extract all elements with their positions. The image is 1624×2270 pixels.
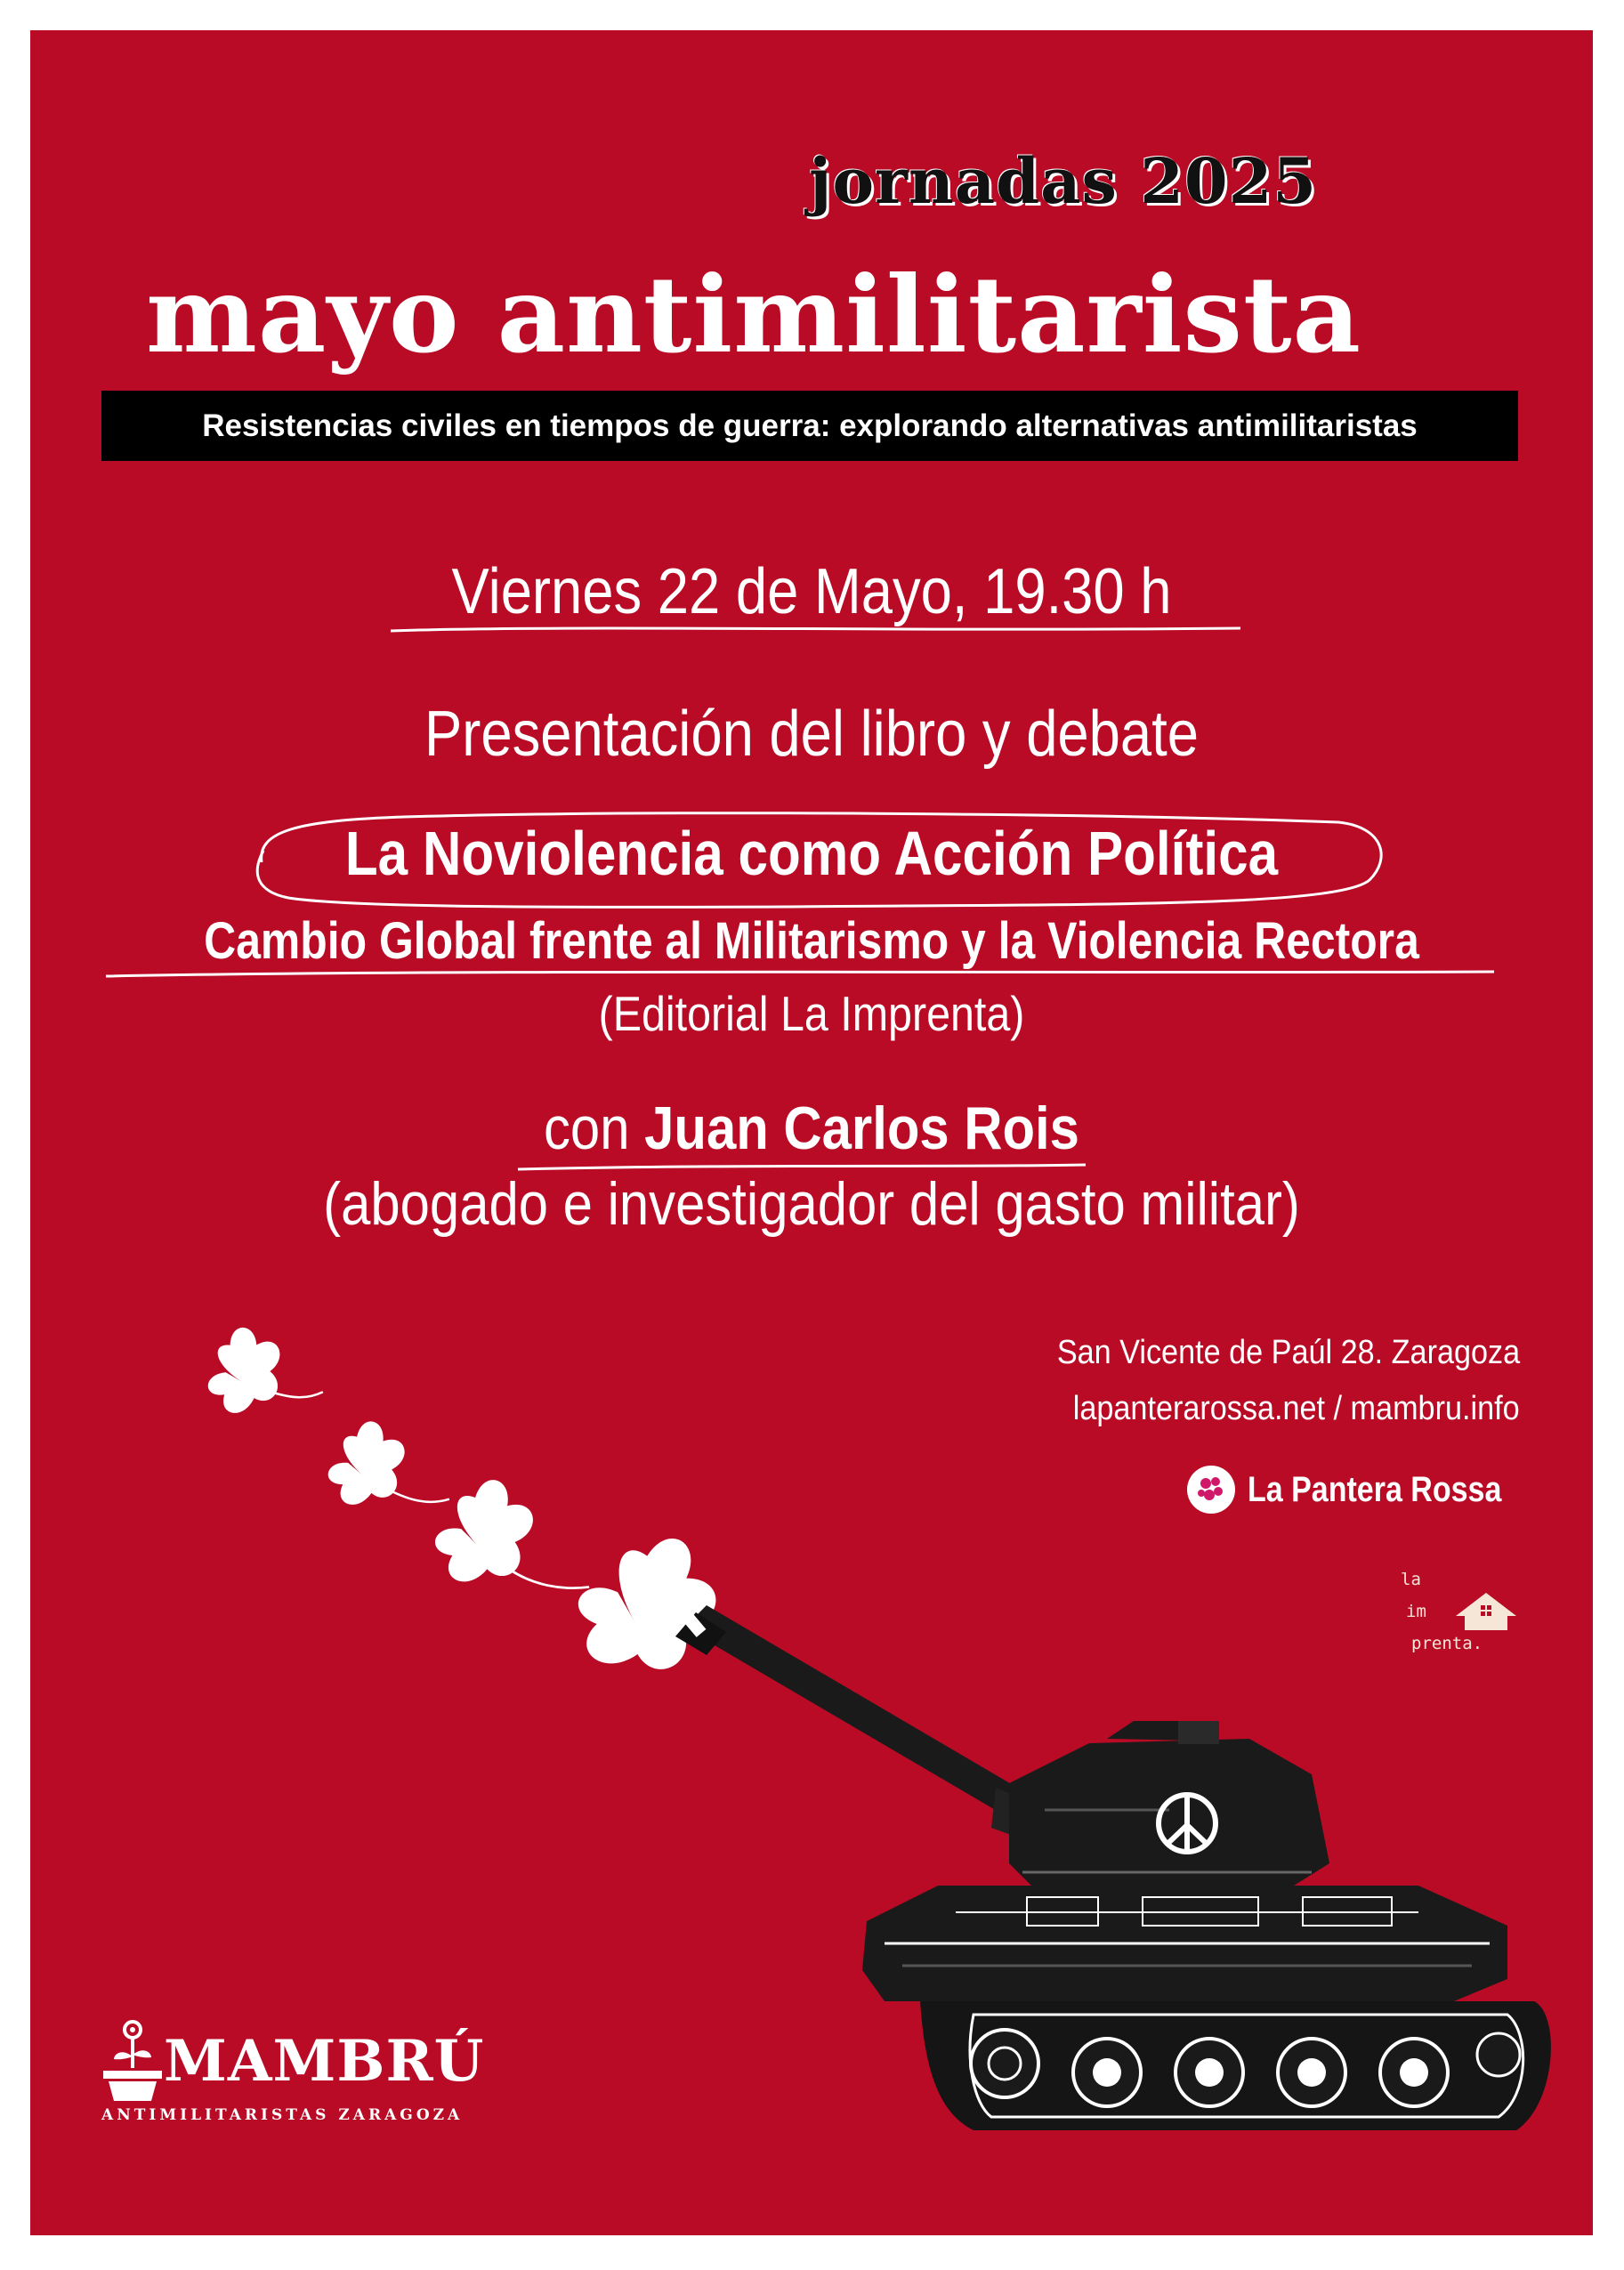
mambru-tagline: ANTIMILITARISTAS ZARAGOZA [101, 2106, 464, 2124]
jornadas-label: jornadas 2025 [809, 144, 1318, 218]
mambru-logo [101, 2019, 485, 2153]
tank-illustration [30, 30, 1593, 2235]
speaker-prefix: con [544, 1095, 630, 1162]
venue-address: San Vicente de Paúl 28. Zaragoza [1056, 1334, 1520, 1371]
pantera-label: La Pantera Rossa [1248, 1469, 1502, 1509]
speaker-name: Juan Carlos Rois [644, 1095, 1079, 1162]
speaker-role: (abogado e investigador del gasto militar) [323, 1170, 1300, 1238]
event-date: Viernes 22 de Mayo, 19.30 h [451, 556, 1172, 627]
poster [30, 30, 1593, 2235]
imprenta-line-3: prenta. [1411, 1634, 1483, 1653]
imprenta-line-1: la [1401, 1570, 1421, 1589]
book-subtitle: Cambio Global frente al Militarismo y la Violencia Rectora [204, 912, 1419, 970]
publisher: (Editorial La Imprenta) [598, 986, 1025, 1041]
mambru-wordmark: MAMBRÚ [164, 2028, 485, 2095]
flowerpot-icon [101, 2019, 164, 2104]
event-type: Presentación del libro y debate [424, 699, 1199, 770]
imprenta-line-2: im [1406, 1602, 1426, 1621]
book-title: La Noviolencia como Acción Política [344, 819, 1279, 888]
main-title: mayo antimilitarista [146, 253, 1361, 376]
venue-web: lapanterarossa.net / mambru.info [1073, 1390, 1520, 1427]
subtitle-text: Resistencias civiles en tiempos de guerra: explorando alternativas antimilitaristas [202, 408, 1418, 443]
